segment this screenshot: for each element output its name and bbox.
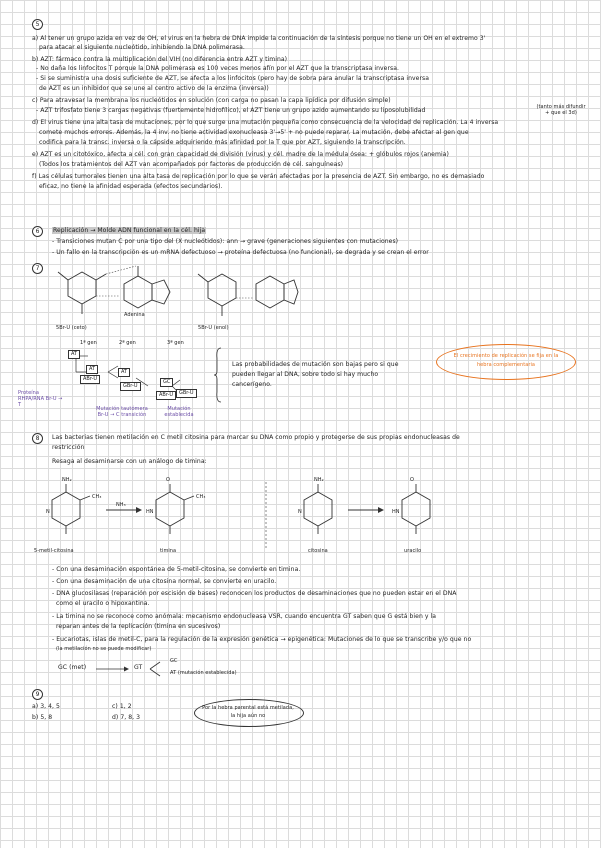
q8-point3: - DNA glucosilasas (reparación por escisión de bases) reconocen los productos de desaminaciones que no pueden estar en el DNA (52, 590, 457, 597)
q6-line1: - Transiciones mutan C por una tipo del (X nucleótidos): ann → grave (generaciones siguientes con mutaciones) (52, 238, 399, 245)
q7-box-at-1: AT (68, 350, 80, 359)
q9-option-c: c) 1, 2 (112, 703, 132, 710)
q7-gen1: 1ª gen (80, 340, 97, 346)
q8-n-2: N (298, 509, 302, 515)
q7-box-abru-2: ABr-U (156, 391, 176, 400)
q8-formula-arrow-2 (148, 658, 168, 680)
q7-ring-5bru-ceto (68, 272, 96, 304)
q7-note-left: Proteína RHPA/RNA Br-U → T (18, 390, 63, 408)
q8-ring-5-methylcytosine (52, 492, 80, 526)
q8-ring-uracil (402, 492, 430, 526)
q8-point5b: (la metilación no se puede modificar) (56, 646, 152, 652)
q9-option-b: b) 5, 8 (32, 714, 53, 721)
q8-ring-thymine (156, 492, 184, 526)
q8-ring-cytosine (304, 492, 332, 526)
question-number-5: 5 (32, 19, 43, 30)
q7-note-right: Mutación establecida (164, 406, 194, 418)
question-number-8: 8 (32, 433, 43, 444)
q8-intro1: Las bacterias tienen metilación en C metil citosina para marcar su DNA como propio y protegerse de sus propias endonucleasas de (52, 434, 460, 441)
q5-a-line1: a) Al tener un grupo azida en vez de OH, el virus en la hebra de DNA impide la continuación de la síntesis porque no tiene un OH en el extremo 3' (32, 35, 486, 42)
q7-bracket-text: Las probabilidades de mutación son bajas pero si que pueden llegar al DNA, sobre todo si hay mucho cancerígeno. (232, 361, 399, 388)
q5-b3: de AZT es un inhibidor que se une al centro activo de la enzima (inversa)) (39, 85, 269, 92)
q8-point1: - Con una desaminación espontánea de 5-metil-citosina, se convierte en timina. (52, 566, 301, 573)
q7-label-mol2: Adenina (124, 312, 145, 318)
q5-e-line: e) AZT es un citotóxico, afecta a cél. con gran capacidad de división (virus) y cél. madre de la médula ósea: + glóbulos rojos (anemia) (32, 151, 449, 158)
q8-ch3-1: CH₃ (92, 494, 102, 500)
q5-d2: codifica para la transc. inversa o la cápside adquiriendo más afinidad por la T que por AZT, siguiendo la transcripción. (39, 139, 406, 146)
q7-box-at-3: AT (118, 368, 130, 377)
q8-deamination-structures (30, 478, 590, 558)
q5-c1: - AZT trifosfato tiene 3 cargas negativas (fuertemente hidrofílico), el AZT tiene un grupo azido aumentando su liposolubilidad (36, 107, 426, 114)
q7-label-mol3: 5Br-U (enol) (198, 325, 229, 331)
q5-b1: - No daña los linfocitos T porque la DNA polimerasa es 100 veces menos afín por el AZT que la transcriptasa inversa. (36, 65, 400, 72)
q8-hn-2: HN (392, 509, 400, 515)
q8-point4: - La timina no se reconoce como anómala: mecanismo endonucleasa VSR, cuando encuentra GT saben que G está bien y la (52, 613, 437, 620)
q7-ring-5bru-enol (208, 274, 236, 306)
q6-line2: - Un fallo en la transcripción es un mRNA defectuoso → proteína defectuosa (no funcional), se degrada y se crean el error (52, 249, 429, 256)
q6-title (52, 227, 206, 235)
q7-bracket (214, 346, 224, 404)
q8-arrow-label-1: NH₃ (116, 502, 126, 508)
q7-gen2: 2ª gen (119, 340, 136, 346)
q7-gen3: 3ª gen (167, 340, 184, 346)
q8-point3b: como el uracilo o hipoxantina. (56, 600, 150, 607)
q5-e1: (Todos los tratamientos del AZT van acompañados por factores de producción de cél. sanguíneas) (39, 161, 344, 168)
q7-note-mid: Mutación tautómera Br-U → C transición (96, 406, 148, 418)
q7-side-note: El crecimiento de replicación se fija en la hebra complementaria (453, 353, 559, 368)
q5-b2: - Si se suministra una dosis suficiente de AZT, se afecta a los linfocitos (pero hay de sobra para anular la transcriptasa inversa (36, 75, 430, 82)
q8-point2: - Con una desaminación de una citosina normal, se convierte en uracilo. (52, 578, 277, 585)
q8-hn-1: HN (146, 509, 154, 515)
question-number-6: 6 (32, 226, 43, 237)
q8-label-cytosine: citosina (308, 548, 328, 554)
q8-nh2-2: NH₂ (314, 477, 324, 483)
q8-intro3: Resaga al desaminarse con un análogo de timina: (52, 458, 207, 465)
q8-label-thymine: timina (160, 548, 177, 554)
q7-box-at-2: AT (86, 365, 98, 374)
q5-a-line2: para atacar el siguiente nucleótido, inhibiendo la DNA polimerasa. (39, 44, 245, 51)
q8-n-1: N (46, 509, 50, 515)
q7-box-abru-1: ABr-U (80, 375, 100, 384)
q7-box-gc: GC (160, 378, 173, 387)
q7-ring-guanine-5 (284, 280, 298, 304)
q5-f-line: f) Las células tumorales tienen una alta tasa de replicación por lo que se verán afectadas por la presencia de AZT. Sin embargo, no es demasiado (32, 173, 485, 180)
q8-intro2: restricción (52, 444, 85, 451)
q8-formula-top: GC (170, 658, 178, 664)
q5-b-line: b) AZT: fármaco contra la multiplicación del VIH (no diferencia entre AZT y timina) (32, 56, 288, 63)
q9-option-d: d) 7, 8, 3 (112, 714, 141, 721)
q5-c-line: c) Para atravesar la membrana los nucleótidos en solución (con carga no pasan la capa lipídica por difusión simple) (32, 97, 391, 104)
q8-formula-arrow-1 (92, 660, 132, 680)
q7-ring-guanine-6 (256, 276, 284, 308)
q8-o-1: O (166, 477, 170, 483)
q8-formula-left: GC (met) (58, 664, 87, 671)
q9-note: Por la hebra parental está metilada, la hija aún no (202, 705, 294, 719)
q6-title-text: Replicación → Molde ADN funcional en la cél. hija (53, 227, 206, 234)
q7-box-gbru-2: GBr-U (176, 389, 197, 398)
q8-point4b: reparan antes de la replicación (timina en sucesivos) (56, 623, 221, 630)
q7-box-gbru-1: GBr-U (120, 382, 141, 391)
question-number-9: 9 (32, 689, 43, 700)
q7-ring-adenine-5 (152, 280, 170, 304)
q8-formula-bottom: AT (mutación establecida) (170, 670, 237, 676)
q7-label-mol1: 5Br-U (ceto) (56, 325, 87, 331)
q8-nh2-1: NH₂ (62, 477, 72, 483)
q8-label-5mc: 5-metil-citosina (34, 548, 74, 554)
q9-option-a: a) 3, 4, 5 (32, 703, 60, 710)
q8-ch3-2: CH₃ (196, 494, 206, 500)
q8-point5: - Eucariotas, islas de metil-C, para la regulación de la expresión genética → epigenética: Mutaciones de lo que se transcribe y/o que no (52, 636, 472, 643)
question-number-7: 7 (32, 263, 43, 274)
q5-f1: eficaz, no tiene la afinidad esperada (efectos secundarios). (39, 183, 223, 190)
q5-d1: comete muchos errores. Además, la 4 inv. no tiene actividad exonucleasa 3'→5' + no puede reparar. La mutación, debe afectar al gen que (39, 129, 469, 136)
q5-c-note: (tanto más difundir + que el 3d) (536, 104, 586, 116)
q8-formula-mid: GT (134, 664, 143, 671)
q5-d-line: d) El virus tiene una alta tasa de mutaciones, por lo que surge una mutación pequeña como consecuencia de la velocidad de replicación. La 4 inversa (32, 119, 499, 126)
q8-o-2: O (410, 477, 414, 483)
q7-ring-adenine-6 (124, 276, 152, 308)
q8-label-uracil: uracilo (404, 548, 422, 554)
